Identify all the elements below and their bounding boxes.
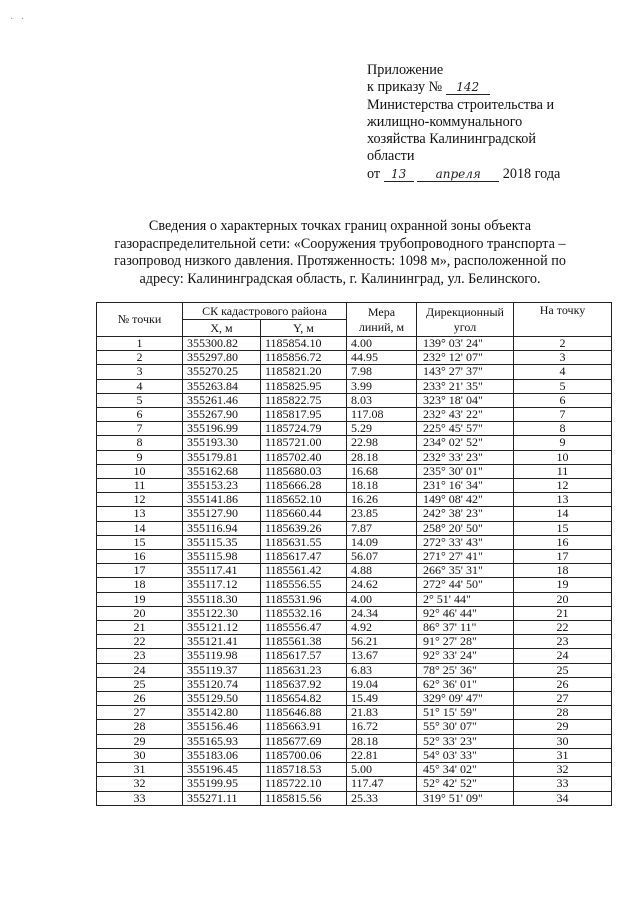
direction-angle-cell: 2° 51' 44"	[417, 592, 514, 606]
y-coordinate-cell: 1185617.47	[261, 550, 347, 564]
point-number-cell: 5	[97, 393, 183, 407]
y-coordinate-cell: 1185660.44	[261, 507, 347, 521]
header-measure-line-1: Мера	[367, 304, 396, 319]
point-number-cell: 22	[97, 635, 183, 649]
appendix-block	[367, 62, 617, 183]
point-number-cell: 6	[97, 408, 183, 422]
line-measure-cell: 28.18	[347, 734, 417, 748]
point-number-cell: 17	[97, 564, 183, 578]
y-coordinate-cell: 1185561.38	[261, 635, 347, 649]
line-measure-cell: 18.18	[347, 479, 417, 493]
table-row	[97, 791, 612, 805]
line-measure-cell: 6.83	[347, 663, 417, 677]
direction-angle-cell: 149° 08' 42"	[417, 493, 514, 507]
point-number-cell: 30	[97, 748, 183, 762]
table-row	[97, 535, 612, 549]
to-point-cell: 26	[514, 677, 612, 691]
line-measure-cell: 5.29	[347, 422, 417, 436]
y-coordinate-cell: 1185646.88	[261, 706, 347, 720]
x-coordinate-cell: 355156.46	[183, 720, 261, 734]
table-row	[97, 422, 612, 436]
point-number-cell: 31	[97, 763, 183, 777]
x-coordinate-cell: 355141.86	[183, 493, 261, 507]
to-point-cell: 11	[514, 464, 612, 478]
coordinates-table	[96, 302, 612, 806]
y-coordinate-cell: 1185856.72	[261, 351, 347, 365]
line-measure-cell: 7.98	[347, 365, 417, 379]
ministry-line-2: жилищно-коммунального	[367, 113, 523, 130]
direction-angle-cell: 258° 20' 50"	[417, 521, 514, 535]
table-row	[97, 521, 612, 535]
x-coordinate-cell: 355121.41	[183, 635, 261, 649]
table-row	[97, 663, 612, 677]
y-coordinate-cell: 1185637.92	[261, 677, 347, 691]
heading-line-1: Сведения о характерных точках границ охранной зоны объекта	[148, 218, 532, 234]
direction-angle-cell: 242° 38' 23"	[417, 507, 514, 521]
point-number-cell: 8	[97, 436, 183, 450]
direction-angle-cell: 78° 25' 36"	[417, 663, 514, 677]
table-row	[97, 649, 612, 663]
x-coordinate-cell: 355122.30	[183, 606, 261, 620]
direction-angle-cell: 225° 45' 57"	[417, 422, 514, 436]
order-number-handwritten: 142	[446, 81, 490, 95]
y-coordinate-cell: 1185721.00	[261, 436, 347, 450]
to-point-cell: 29	[514, 720, 612, 734]
y-coordinate-cell: 1185556.55	[261, 578, 347, 592]
header-cadastral-system: СК кадастрового района	[183, 303, 347, 320]
line-measure-cell: 13.67	[347, 649, 417, 663]
line-measure-cell: 117.08	[347, 408, 417, 422]
to-point-cell: 4	[514, 365, 612, 379]
line-measure-cell: 16.68	[347, 464, 417, 478]
line-measure-cell: 4.88	[347, 564, 417, 578]
table-row	[97, 578, 612, 592]
to-point-cell: 25	[514, 663, 612, 677]
table-row	[97, 564, 612, 578]
direction-angle-cell: 54° 03' 33"	[417, 748, 514, 762]
direction-angle-cell: 86° 37' 11"	[417, 621, 514, 635]
x-coordinate-cell: 355118.30	[183, 592, 261, 606]
x-coordinate-cell: 355119.37	[183, 663, 261, 677]
heading-line-3: газопровод низкого давления. Протяженность: 1098 м», расположенной по	[114, 253, 566, 270]
x-coordinate-cell: 355199.95	[183, 777, 261, 791]
y-coordinate-cell: 1185639.26	[261, 521, 347, 535]
y-coordinate-cell: 1185815.56	[261, 791, 347, 805]
x-coordinate-cell: 355116.94	[183, 521, 261, 535]
table-row	[97, 734, 612, 748]
y-coordinate-cell: 1185854.10	[261, 337, 347, 351]
table-row	[97, 337, 612, 351]
table-row	[97, 436, 612, 450]
x-coordinate-cell: 355115.35	[183, 535, 261, 549]
y-coordinate-cell: 1185821.20	[261, 365, 347, 379]
to-point-cell: 5	[514, 379, 612, 393]
y-coordinate-cell: 1185702.40	[261, 450, 347, 464]
direction-angle-cell: 52° 33' 23"	[417, 734, 514, 748]
table-row	[97, 351, 612, 365]
date-month-handwritten: апреля	[417, 168, 499, 182]
line-measure-cell: 25.33	[347, 791, 417, 805]
y-coordinate-cell: 1185532.16	[261, 606, 347, 620]
header-direction-line-1: Дирекционный	[426, 304, 504, 319]
header-point-number: № точки	[97, 303, 183, 337]
to-point-cell: 23	[514, 635, 612, 649]
line-measure-cell: 16.72	[347, 720, 417, 734]
line-measure-cell: 117.47	[347, 777, 417, 791]
table-body	[97, 337, 612, 806]
y-coordinate-cell: 1185561.42	[261, 564, 347, 578]
point-number-cell: 20	[97, 606, 183, 620]
line-measure-cell: 4.00	[347, 592, 417, 606]
table-row	[97, 393, 612, 407]
point-number-cell: 29	[97, 734, 183, 748]
to-point-cell: 10	[514, 450, 612, 464]
direction-angle-cell: 233° 21' 35"	[417, 379, 514, 393]
line-measure-cell: 23.85	[347, 507, 417, 521]
to-point-cell: 21	[514, 606, 612, 620]
to-point-cell: 34	[514, 791, 612, 805]
header-y: Y, м	[261, 320, 347, 337]
x-coordinate-cell: 355196.45	[183, 763, 261, 777]
table-row	[97, 777, 612, 791]
direction-angle-cell: 55° 30' 07"	[417, 720, 514, 734]
table-row	[97, 464, 612, 478]
to-point-cell: 2	[514, 337, 612, 351]
point-number-cell: 11	[97, 479, 183, 493]
x-coordinate-cell: 355267.90	[183, 408, 261, 422]
to-point-cell: 3	[514, 351, 612, 365]
x-coordinate-cell: 355183.06	[183, 748, 261, 762]
direction-angle-cell: 266° 35' 31"	[417, 564, 514, 578]
y-coordinate-cell: 1185700.06	[261, 748, 347, 762]
direction-angle-cell: 51° 15' 59"	[417, 706, 514, 720]
document-heading	[85, 218, 595, 288]
header-measure-line-2: линий, м	[358, 319, 405, 334]
table-row	[97, 635, 612, 649]
direction-angle-cell: 52° 42' 52"	[417, 777, 514, 791]
table-row	[97, 550, 612, 564]
to-point-cell: 32	[514, 763, 612, 777]
x-coordinate-cell: 355129.50	[183, 692, 261, 706]
to-point-cell: 30	[514, 734, 612, 748]
direction-angle-cell: 234° 02' 52"	[417, 436, 514, 450]
line-measure-cell: 7.87	[347, 521, 417, 535]
point-number-cell: 18	[97, 578, 183, 592]
y-coordinate-cell: 1185617.57	[261, 649, 347, 663]
ministry-line-3: хозяйства Калининградской	[367, 131, 536, 148]
to-point-cell: 17	[514, 550, 612, 564]
x-coordinate-cell: 355117.41	[183, 564, 261, 578]
direction-angle-cell: 231° 16' 34"	[417, 479, 514, 493]
y-coordinate-cell: 1185680.03	[261, 464, 347, 478]
direction-angle-cell: 232° 33' 23"	[417, 450, 514, 464]
direction-angle-cell: 232° 43' 22"	[417, 408, 514, 422]
table-row	[97, 621, 612, 635]
header-x: X, м	[183, 320, 261, 337]
line-measure-cell: 24.62	[347, 578, 417, 592]
to-point-cell: 13	[514, 493, 612, 507]
date-line	[367, 166, 617, 183]
to-point-cell: 6	[514, 393, 612, 407]
appendix-title: Приложение	[367, 62, 444, 78]
x-coordinate-cell: 355153.23	[183, 479, 261, 493]
line-measure-cell: 4.92	[347, 621, 417, 635]
header-direction-angle	[417, 303, 514, 337]
y-coordinate-cell: 1185531.96	[261, 592, 347, 606]
line-measure-cell: 44.95	[347, 351, 417, 365]
line-measure-cell: 56.21	[347, 635, 417, 649]
direction-angle-cell: 272° 33' 43"	[417, 535, 514, 549]
y-coordinate-cell: 1185652.10	[261, 493, 347, 507]
x-coordinate-cell: 355179.81	[183, 450, 261, 464]
direction-angle-cell: 62° 36' 01"	[417, 677, 514, 691]
to-point-cell: 16	[514, 535, 612, 549]
heading-line-4: адресу: Калининградская область, г. Калининград, ул. Белинского.	[139, 270, 541, 287]
x-coordinate-cell: 355119.98	[183, 649, 261, 663]
x-coordinate-cell: 355261.46	[183, 393, 261, 407]
x-coordinate-cell: 355271.11	[183, 791, 261, 805]
header-direction-line-2: угол	[453, 319, 477, 334]
order-line	[367, 79, 617, 96]
header-line-measure	[347, 303, 417, 337]
x-coordinate-cell: 355196.99	[183, 422, 261, 436]
to-point-cell: 18	[514, 564, 612, 578]
to-point-cell: 27	[514, 692, 612, 706]
to-point-cell: 8	[514, 422, 612, 436]
point-number-cell: 9	[97, 450, 183, 464]
y-coordinate-cell: 1185631.23	[261, 663, 347, 677]
direction-angle-cell: 323° 18' 04"	[417, 393, 514, 407]
line-measure-cell: 15.49	[347, 692, 417, 706]
to-point-cell: 20	[514, 592, 612, 606]
table-header	[97, 303, 612, 337]
point-number-cell: 15	[97, 535, 183, 549]
to-point-cell: 15	[514, 521, 612, 535]
point-number-cell: 2	[97, 351, 183, 365]
header-to-point: На точку	[514, 303, 612, 337]
to-point-cell: 7	[514, 408, 612, 422]
table-row	[97, 493, 612, 507]
line-measure-cell: 8.03	[347, 393, 417, 407]
direction-angle-cell: 92° 46' 44"	[417, 606, 514, 620]
ministry-line-4: области	[367, 148, 415, 165]
to-point-cell: 33	[514, 777, 612, 791]
table-row	[97, 479, 612, 493]
date-year: 2018 года	[502, 165, 561, 182]
point-number-cell: 10	[97, 464, 183, 478]
table-row	[97, 592, 612, 606]
point-number-cell: 3	[97, 365, 183, 379]
to-point-cell: 28	[514, 706, 612, 720]
y-coordinate-cell: 1185724.79	[261, 422, 347, 436]
point-number-cell: 7	[97, 422, 183, 436]
table-row	[97, 365, 612, 379]
to-point-cell: 24	[514, 649, 612, 663]
scan-corner-mark: · ·	[10, 14, 25, 25]
table-row	[97, 450, 612, 464]
point-number-cell: 32	[97, 777, 183, 791]
point-number-cell: 21	[97, 621, 183, 635]
x-coordinate-cell: 355120.74	[183, 677, 261, 691]
ministry-line-1: Министерства строительства и	[367, 96, 555, 113]
heading-line-2: газораспределительной сети: «Сооружения трубопроводного транспорта –	[114, 235, 566, 252]
y-coordinate-cell: 1185718.53	[261, 763, 347, 777]
direction-angle-cell: 329° 09' 47"	[417, 692, 514, 706]
x-coordinate-cell: 355121.12	[183, 621, 261, 635]
y-coordinate-cell: 1185822.75	[261, 393, 347, 407]
direction-angle-cell: 45° 34' 02"	[417, 763, 514, 777]
point-number-cell: 4	[97, 379, 183, 393]
point-number-cell: 16	[97, 550, 183, 564]
table-row	[97, 408, 612, 422]
point-number-cell: 25	[97, 677, 183, 691]
table-row	[97, 379, 612, 393]
y-coordinate-cell: 1185654.82	[261, 692, 347, 706]
line-measure-cell: 16.26	[347, 493, 417, 507]
x-coordinate-cell: 355263.84	[183, 379, 261, 393]
order-prefix: к приказу №	[367, 79, 443, 96]
line-measure-cell: 4.00	[347, 337, 417, 351]
line-measure-cell: 22.98	[347, 436, 417, 450]
x-coordinate-cell: 355162.68	[183, 464, 261, 478]
date-day-handwritten: 13	[384, 168, 414, 182]
table-row	[97, 720, 612, 734]
y-coordinate-cell: 1185556.47	[261, 621, 347, 635]
to-point-cell: 12	[514, 479, 612, 493]
point-number-cell: 19	[97, 592, 183, 606]
to-point-cell: 9	[514, 436, 612, 450]
date-prefix: от	[367, 165, 381, 182]
y-coordinate-cell: 1185722.10	[261, 777, 347, 791]
line-measure-cell: 56.07	[347, 550, 417, 564]
table-row	[97, 763, 612, 777]
point-number-cell: 28	[97, 720, 183, 734]
line-measure-cell: 5.00	[347, 763, 417, 777]
point-number-cell: 33	[97, 791, 183, 805]
point-number-cell: 27	[97, 706, 183, 720]
y-coordinate-cell: 1185817.95	[261, 408, 347, 422]
to-point-cell: 31	[514, 748, 612, 762]
line-measure-cell: 28.18	[347, 450, 417, 464]
direction-angle-cell: 139° 03' 24"	[417, 337, 514, 351]
direction-angle-cell: 92° 33' 24"	[417, 649, 514, 663]
direction-angle-cell: 91° 27' 28"	[417, 635, 514, 649]
line-measure-cell: 22.81	[347, 748, 417, 762]
point-number-cell: 13	[97, 507, 183, 521]
line-measure-cell: 3.99	[347, 379, 417, 393]
point-number-cell: 24	[97, 663, 183, 677]
point-number-cell: 12	[97, 493, 183, 507]
line-measure-cell: 19.04	[347, 677, 417, 691]
table-row	[97, 748, 612, 762]
direction-angle-cell: 143° 27' 37"	[417, 365, 514, 379]
line-measure-cell: 24.34	[347, 606, 417, 620]
x-coordinate-cell: 355300.82	[183, 337, 261, 351]
table-row	[97, 507, 612, 521]
y-coordinate-cell: 1185663.91	[261, 720, 347, 734]
point-number-cell: 1	[97, 337, 183, 351]
x-coordinate-cell: 355115.98	[183, 550, 261, 564]
x-coordinate-cell: 355193.30	[183, 436, 261, 450]
line-measure-cell: 21.83	[347, 706, 417, 720]
table-row	[97, 706, 612, 720]
direction-angle-cell: 272° 44' 50"	[417, 578, 514, 592]
direction-angle-cell: 319° 51' 09"	[417, 791, 514, 805]
y-coordinate-cell: 1185631.55	[261, 535, 347, 549]
table-row	[97, 692, 612, 706]
line-measure-cell: 14.09	[347, 535, 417, 549]
y-coordinate-cell: 1185666.28	[261, 479, 347, 493]
direction-angle-cell: 235° 30' 01"	[417, 464, 514, 478]
x-coordinate-cell: 355127.90	[183, 507, 261, 521]
point-number-cell: 23	[97, 649, 183, 663]
x-coordinate-cell: 355165.93	[183, 734, 261, 748]
to-point-cell: 22	[514, 621, 612, 635]
direction-angle-cell: 232° 12' 07"	[417, 351, 514, 365]
y-coordinate-cell: 1185825.95	[261, 379, 347, 393]
x-coordinate-cell: 355142.80	[183, 706, 261, 720]
point-number-cell: 26	[97, 692, 183, 706]
y-coordinate-cell: 1185677.69	[261, 734, 347, 748]
to-point-cell: 19	[514, 578, 612, 592]
x-coordinate-cell: 355297.80	[183, 351, 261, 365]
table-row	[97, 677, 612, 691]
x-coordinate-cell: 355117.12	[183, 578, 261, 592]
to-point-cell: 14	[514, 507, 612, 521]
x-coordinate-cell: 355270.25	[183, 365, 261, 379]
table-row	[97, 606, 612, 620]
direction-angle-cell: 271° 27' 41"	[417, 550, 514, 564]
point-number-cell: 14	[97, 521, 183, 535]
